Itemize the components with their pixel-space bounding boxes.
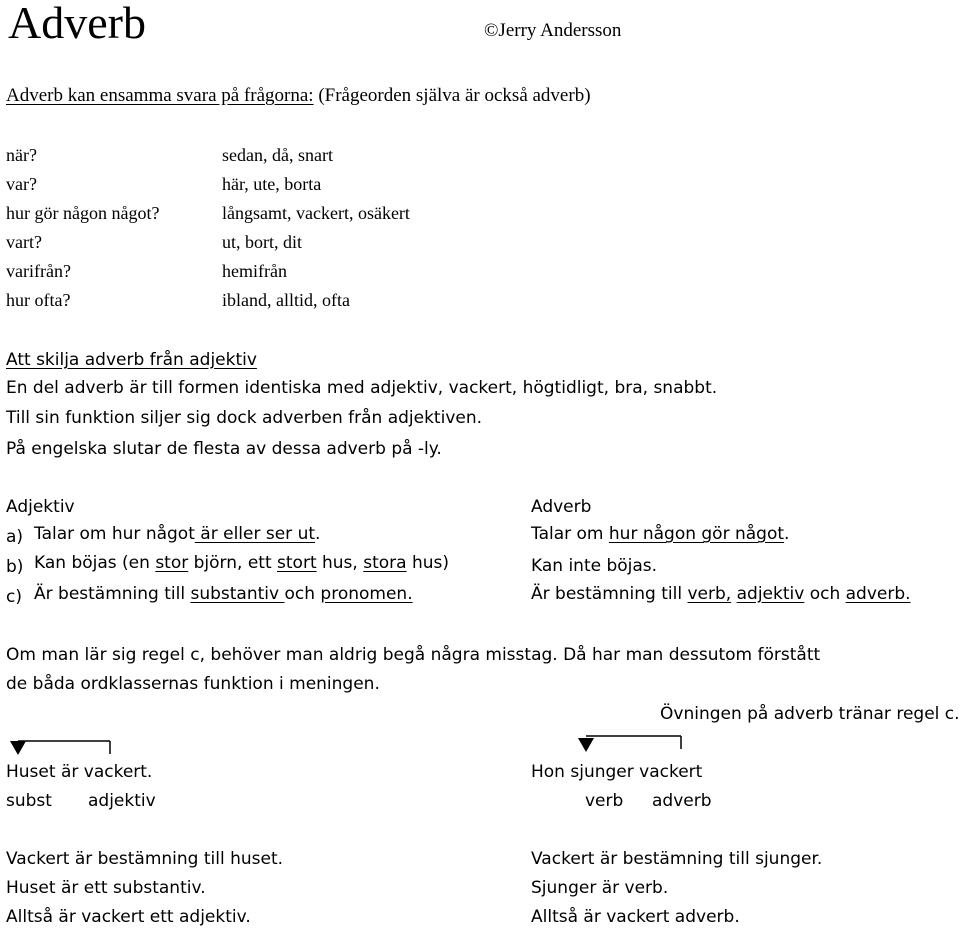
underlined-text: adjektiv	[736, 584, 805, 604]
answer-1: sedan, då, snart	[222, 145, 333, 165]
example-left-line-1: Vackert är bestämning till huset.	[6, 849, 284, 869]
row-a-adjektiv	[34, 524, 320, 544]
row-a-adverb	[531, 524, 789, 544]
section-heading: Att skilja adverb från adjektiv	[6, 350, 257, 370]
row-c-adjektiv	[34, 584, 413, 604]
answer-6: ibland, alltid, ofta	[222, 290, 350, 310]
row-c-adverb	[531, 584, 911, 604]
question-2: var?	[6, 174, 37, 194]
left-arrow-diagram	[6, 738, 126, 764]
letter-c: c)	[6, 587, 22, 607]
intro-line	[6, 85, 591, 107]
underlined-text: substantiv	[190, 584, 285, 604]
text: hus)	[406, 553, 450, 573]
example-right-label-2: adverb	[652, 791, 712, 811]
underlined-text: verb,	[687, 584, 732, 604]
answer-3: långsamt, vackert, osäkert	[222, 203, 410, 223]
section-line-3: På engelska slutar de flesta av dessa adverb på -ly.	[6, 439, 442, 459]
letter-a: a)	[6, 527, 24, 547]
row-b-adjektiv	[34, 553, 449, 573]
example-left-line-2: Huset är ett substantiv.	[6, 878, 206, 898]
letter-b: b)	[6, 557, 24, 577]
example-left-label-1: subst	[6, 791, 52, 811]
text: .	[784, 524, 790, 544]
underlined-text: hur någon gör något	[608, 524, 785, 544]
example-right-sentence: Hon sjunger vackert	[531, 762, 703, 782]
answer-4: ut, bort, dit	[222, 232, 302, 252]
right-arrow-diagram	[576, 733, 696, 759]
underlined-text: stor	[155, 553, 189, 573]
intro-underlined: Adverb kan ensamma svara på frågorna:	[6, 85, 314, 106]
col-adjektiv: Adjektiv	[6, 497, 75, 517]
rule-line-2: de båda ordklassernas funktion i meningen.	[6, 674, 380, 694]
section-line-1: En del adverb är till formen identiska med adjektiv, vackert, högtidligt, bra, snabbt.	[6, 378, 718, 398]
col-adverb: Adverb	[531, 497, 592, 517]
example-left-label-2: adjektiv	[88, 791, 156, 811]
question-6: hur ofta?	[6, 290, 71, 310]
underlined-text: adverb.	[845, 584, 911, 604]
example-right-label-1: verb	[585, 791, 624, 811]
text: .	[315, 524, 321, 544]
answer-2: här, ute, borta	[222, 174, 322, 194]
question-5: varifrån?	[6, 261, 71, 281]
text: hus,	[316, 553, 364, 573]
example-right-line-1: Vackert är bestämning till sjunger.	[531, 849, 823, 869]
text: björn, ett	[188, 553, 278, 573]
question-3: hur gör någon något?	[6, 203, 160, 223]
page-title: Adverb	[8, 0, 146, 48]
text: Talar om	[531, 524, 609, 544]
example-left-line-3: Alltså är vackert ett adjektiv.	[6, 907, 251, 927]
down-triangle-icon	[10, 741, 26, 755]
question-4: vart?	[6, 232, 42, 252]
copyright: ©Jerry Andersson	[484, 20, 622, 41]
underlined-text: stort	[277, 553, 317, 573]
text: Talar om hur något	[34, 524, 195, 544]
rule-line-1: Om man lär sig regel c, behöver man aldrig begå några misstag. Då har man dessutom förstått	[6, 645, 821, 665]
underlined-text: stora	[363, 553, 407, 573]
underlined-text: pronomen.	[320, 584, 413, 604]
text: Är bestämning till	[531, 584, 688, 604]
row-b-adverb: Kan inte böjas.	[531, 556, 658, 576]
underlined-text: är eller ser ut	[194, 524, 316, 544]
text: Kan böjas (en	[34, 553, 156, 573]
text: och	[284, 584, 321, 604]
answer-5: hemifrån	[222, 261, 287, 281]
section-line-2: Till sin funktion siljer sig dock adverben från adjektiven.	[6, 408, 483, 428]
text: Är bestämning till	[34, 584, 191, 604]
example-right-line-2: Sjunger är verb.	[531, 878, 669, 898]
example-left-sentence: Huset är vackert.	[6, 762, 153, 782]
down-triangle-icon	[578, 738, 594, 752]
example-right-line-3: Alltså är vackert adverb.	[531, 907, 740, 927]
text: och	[804, 584, 846, 604]
exercise-note: Övningen på adverb tränar regel c.	[660, 704, 960, 724]
question-1: när?	[6, 145, 37, 165]
intro-rest: (Frågeorden själva är också adverb)	[313, 85, 591, 106]
